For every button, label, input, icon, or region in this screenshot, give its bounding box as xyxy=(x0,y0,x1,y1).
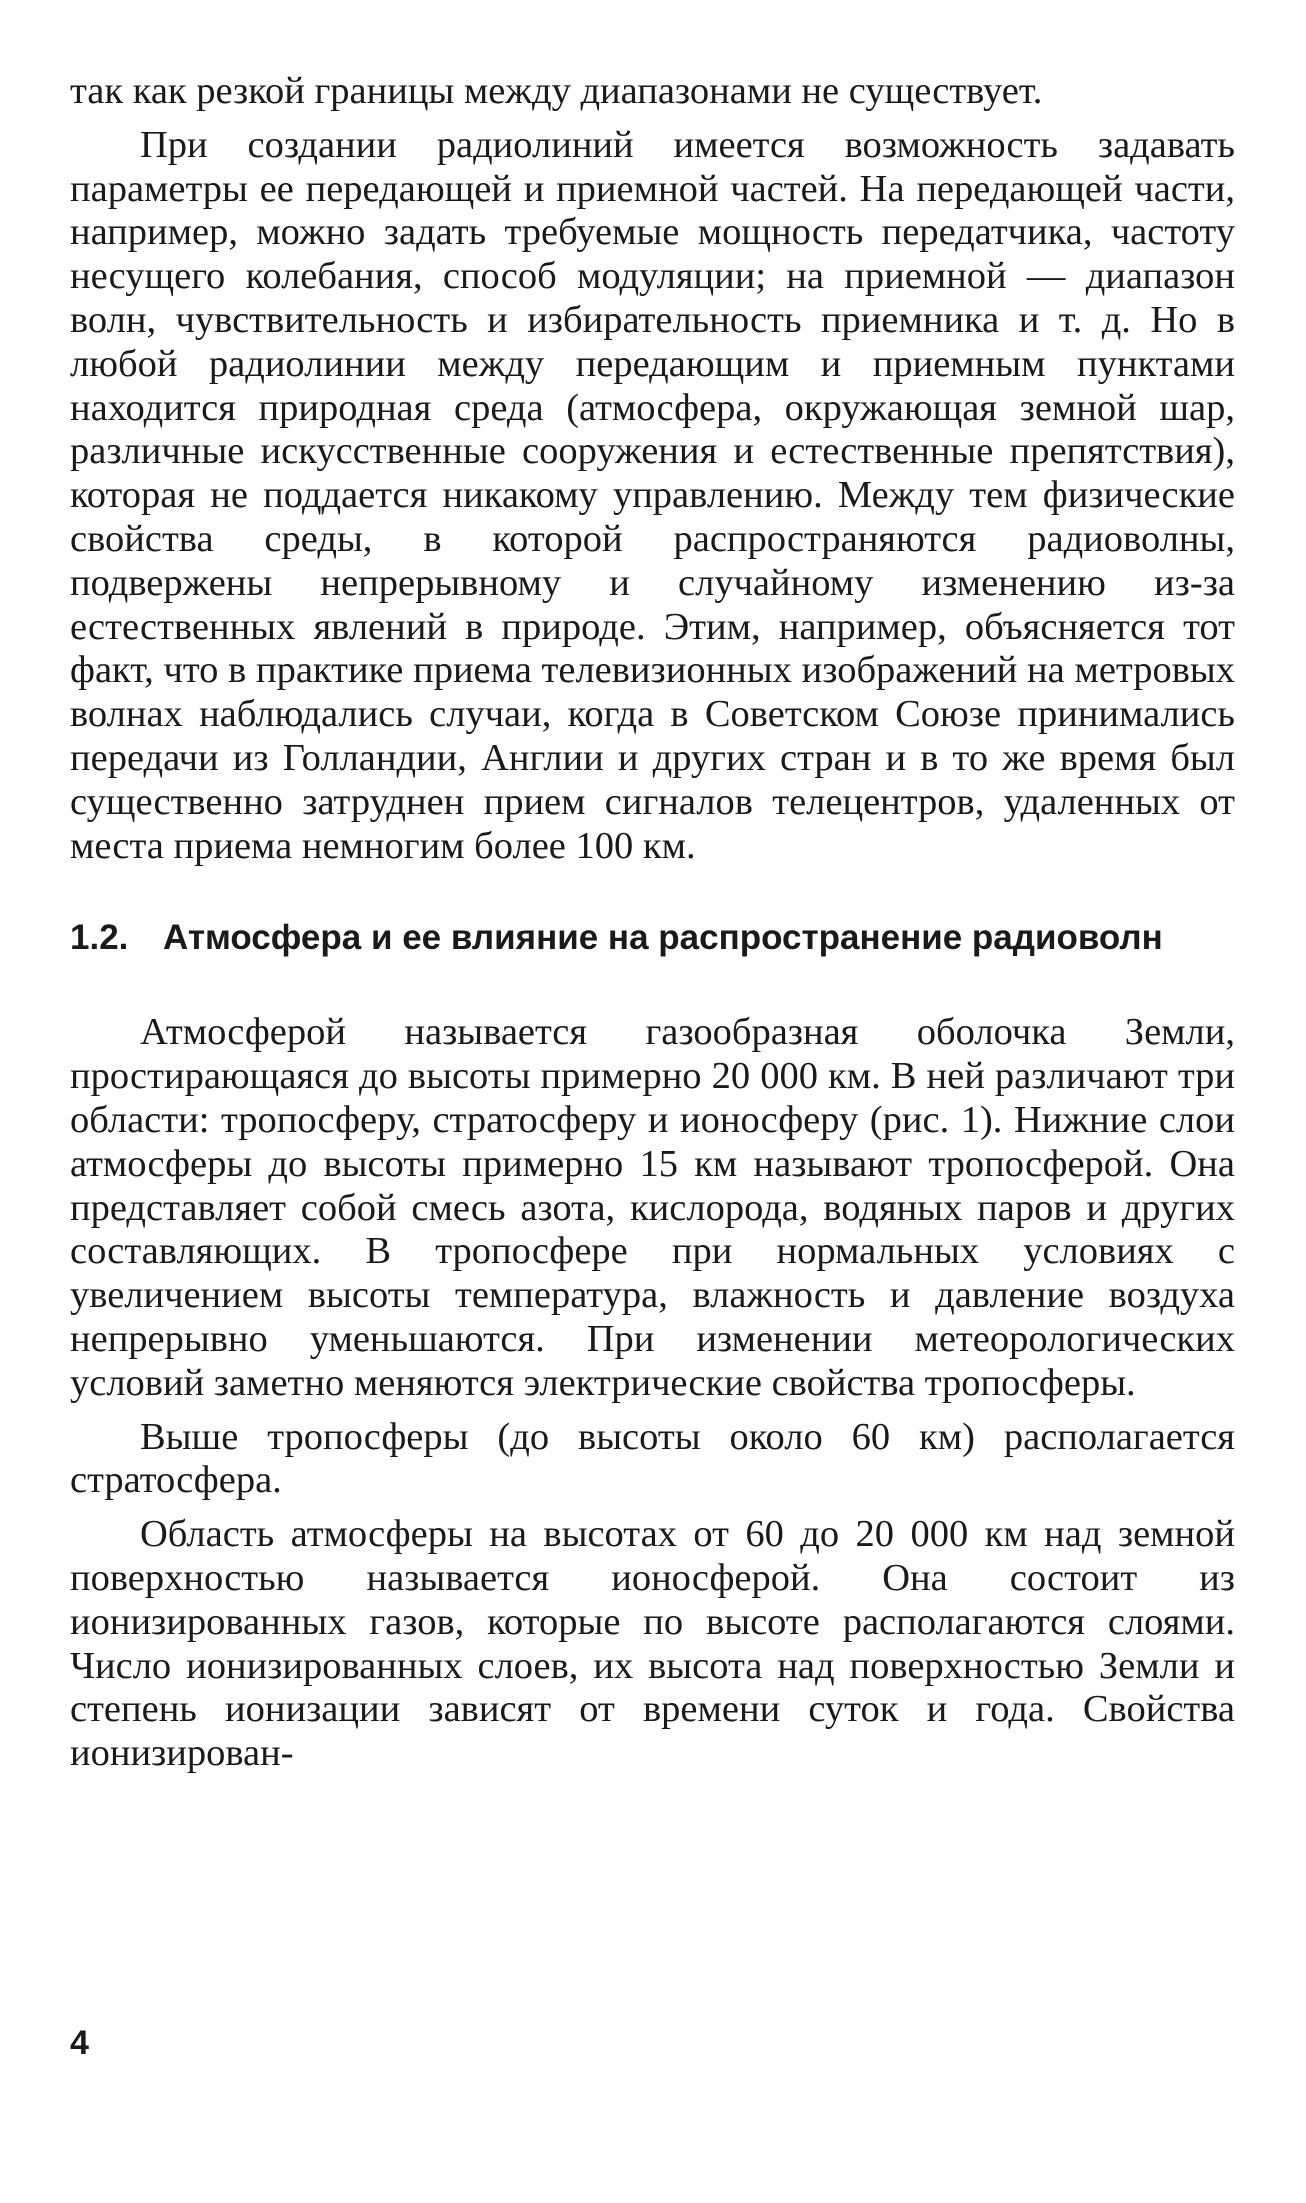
page-number: 4 xyxy=(70,2024,89,2062)
page-body xyxy=(70,70,1235,1776)
section-number: 1.2. xyxy=(70,918,129,958)
paragraph-atmosphere: Атмосферой называется газообразная оболочка Земли, простирающаяся до высоты примерно 20 000 км. В ней различают три области: тропосферу, стратосферу и ионосферу (рис. 1). Нижние слои атмосферы до высоты примерно 15 км называют тропосферой. Она представляет собой смесь азота, кислорода, водяных паров и других составляющих. В тропосфере при нормальных условиях с увеличением высоты температура, влажность и давление воздуха непрерывно уменьшаются. При изменении метеорологических условий заметно меняются электрические свойства тропосферы. xyxy=(70,1011,1235,1404)
section-heading xyxy=(70,916,1235,959)
paragraph-continuation: так как резкой границы между диапазонами не существует. xyxy=(70,70,1043,112)
paragraph-radiolines: При создании радиолиний имеется возможность задавать параметры ее передающей и приемной частей. На передающей части, например, можно задать требуемые мощность передатчика, частоту несущего колебания, способ модуляции; на приемной — диапазон волн, чувствительность и избирательность приемника и т. д. Но в любой радиолинии между передающим и приемным пунктами находится природная среда (атмосфера, окружающая земной шар, различные искусственные сооружения и естественные препятствия), которая не поддается никакому управлению. Между тем физические свойства среды, в которой распространяются радиоволны, подвержены непрерывному и случайному изменению из-за естественных явлений в природе. Этим, например, объясняется тот факт, что в практике приема телевизионных изображений на метровых волнах наблюдались случаи, когда в Советском Союзе принимались передачи из Голландии, Англии и других стран и в то же время был существенно затруднен прием сигналов телецентров, удаленных от места приема немногим более 100 км. xyxy=(70,123,1235,867)
section-title: Атмосфера и ее влияние на распространение радиоволн xyxy=(163,918,1163,958)
paragraph-stratosphere: Выше тропосферы (до высоты около 60 км) располагается стратосфера. xyxy=(70,1415,1235,1502)
paragraph-ionosphere: Область атмосферы на высотах от 60 до 20 000 км над земной поверхностью называется ионосферой. Она состоит из ионизированных газов, которые по высоте располагаются слоями. Число ионизированных слоев, их высота над поверхностью Земли и степень ионизации зависят от времени суток и года. Свойства ионизирован- xyxy=(70,1513,1235,1775)
